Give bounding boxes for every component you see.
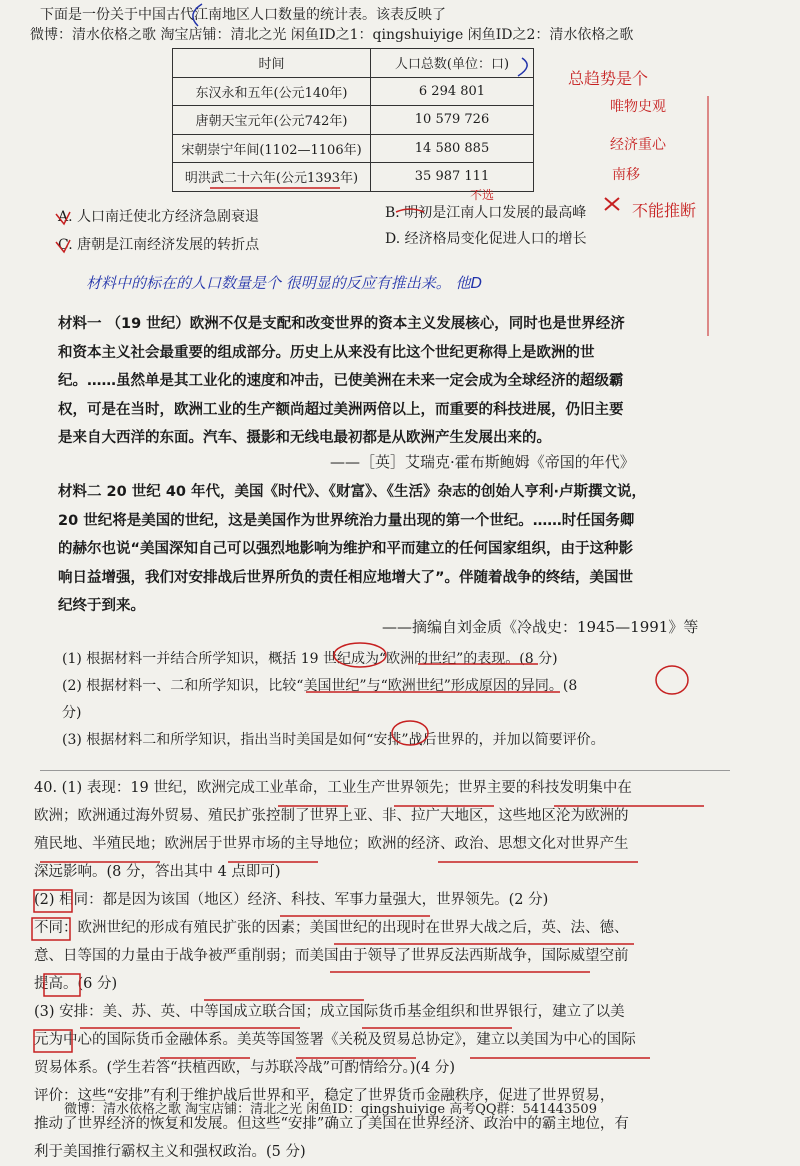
material-one-source: ——［英］艾瑞克·霍布斯鲍姆《帝国的年代》 xyxy=(330,453,635,471)
answer-line: 40. (1) 表现：19 世纪，欧洲完成工业革命，工业生产世界领先；世界主要的科技发明集中在 xyxy=(34,780,632,796)
answer-line: 元为中心的国际货币金融体系。美英等国签署《关税及贸易总协定》，建立以美国为中心的国际 xyxy=(34,1032,636,1048)
handwritten-note: 南移 xyxy=(612,167,640,183)
answer-line: 欧洲；欧洲通过海外贸易、殖民扩张控制了世界上亚、非、拉广大地区，这些地区沦为欧洲的 xyxy=(34,808,629,824)
handwritten-note: 不能推断 xyxy=(632,201,697,220)
question-2: (2) 根据材料一、二和所学知识，比较“美国世纪”与“欧洲世纪”形成原因的异同。(8 xyxy=(62,678,578,694)
answer-line: 提高。(6 分) xyxy=(34,976,118,992)
underline-mark xyxy=(330,944,634,972)
table-cell: 35 987 111 xyxy=(371,163,534,192)
underline-mark xyxy=(80,1000,512,1028)
table-header-population: 人口总数(单位：口) xyxy=(371,49,534,78)
option-d: D. 经济格局变化促进人口的增长 xyxy=(385,231,587,247)
circle-mark xyxy=(392,721,428,745)
handwritten-note: 经济重心 xyxy=(610,137,666,153)
box-mark xyxy=(34,890,72,912)
option-b: B. 明初是江南人口发展的最高峰 xyxy=(385,205,587,221)
table-cell: 宋朝崇宁年间(1102—1106年) xyxy=(173,134,371,163)
handwritten-blue-note: 材料中的标在的人口数量是个 很明显的反应有推出来。 他D xyxy=(86,274,483,292)
question-intro: 下面是一份关于中国古代江南地区人口数量的统计表。该表反映了 xyxy=(40,7,446,23)
question-1: (1) 根据材料一并结合所学知识，概括 19 世纪成为“欧洲的世纪”的表现。(8 分) xyxy=(62,651,558,667)
answer-line: 利于美国推行霸权主义和强权政治。(5 分) xyxy=(34,1144,306,1160)
answer-line: 评价：这些“安排”有利于维护战后世界和平，稳定了世界货币金融秩序，促进了世界贸易， xyxy=(34,1088,615,1104)
box-mark xyxy=(32,918,70,940)
table-cell: 东汉永和五年(公元140年) xyxy=(173,77,371,106)
answer-line: 殖民地、半殖民地；欧洲居于世界市场的主导地位；欧洲的经济、政治、思想文化对世界产生 xyxy=(34,836,629,852)
handwritten-note: 不选 xyxy=(470,188,495,202)
answer-line: 贸易体系。(学生若答“扶植西欧，与苏联冷战”可酌情给分。)(4 分) xyxy=(34,1060,456,1076)
question-2-cont: 分) xyxy=(62,705,82,721)
cross-mark xyxy=(605,198,619,210)
material-line: 材料二 20 世纪 40 年代，美国《时代》、《财富》、《生活》杂志的创始人亨利·卢斯撰文说， xyxy=(58,484,647,500)
material-two-source: ——摘编自刘金质《冷战史：1945—1991》等 xyxy=(382,618,699,636)
answer-line: 推动了世界经济的恢复和发展。但这些“安排”确立了美国在世界经济、政治中的霸主地位，有 xyxy=(34,1116,629,1132)
table-cell: 10 579 726 xyxy=(371,106,534,135)
material-line: 材料一 （19 世纪）欧洲不仅是支配和改变世界的资本主义发展核心，同时也是世界经济 xyxy=(58,316,625,332)
material-line: 的赫尔也说“美国深知自己可以强烈地影响为维护和平而建立的任何国家组织，由于这种影 xyxy=(58,541,634,557)
table-cell: 14 580 885 xyxy=(371,134,534,163)
box-mark xyxy=(44,974,80,996)
table-cell: 唐朝天宝元年(公元742年) xyxy=(173,106,371,135)
material-line: 和资本主义社会最重要的组成部分。历史上从来没有比这个世纪更称得上是欧洲的世 xyxy=(58,344,595,361)
answer-line: 深远影响。(8 分，答出其中 4 点即可) xyxy=(34,864,281,880)
circle-mark xyxy=(334,643,386,667)
check-mark xyxy=(56,240,70,252)
material-line: 纪终于到来。 xyxy=(58,598,145,614)
watermark-bottom: 微博：清水依格之歌 淘宝店铺：清北之光 闲鱼ID：qingshuiyige 高考QQ群：541443509 xyxy=(64,1102,597,1117)
blue-bracket-right xyxy=(518,58,527,76)
answer-line: (2) 相同：都是因为该国（地区）经济、科技、军事力量强大，世界领先。(2 分) xyxy=(34,892,549,908)
circle-mark xyxy=(656,666,688,694)
handwritten-note: 总趋势是个 xyxy=(568,69,649,88)
table-cell: 6 294 801 xyxy=(371,77,534,106)
answer-line: 不同：欧洲世纪的形成有殖民扩张的因素；美国世纪的出现时在世界大战之后，英、法、德、 xyxy=(34,920,629,936)
answer-line: (3) 安排：美、苏、英、中等国成立联合国；成立国际货币基金组织和世界银行，建立了以美 xyxy=(34,1004,625,1020)
material-line: 20 世纪将是美国的世纪，这是美国作为世界统治力量出现的第一个世纪。……时任国务卿 xyxy=(58,512,635,529)
material-line: 是来自大西洋的东面。汽车、摄影和无线电最初都是从欧洲产生发展出来的。 xyxy=(58,430,551,446)
box-mark xyxy=(34,1030,72,1052)
watermark-top: 微博：清水依格之歌 淘宝店铺：清北之光 闲鱼ID之1：qingshuiyige 闲鱼ID之2：清水依格之歌 xyxy=(30,27,634,43)
material-line: 权，可是在当时，欧洲工业的生产额尚超过美洲两倍以上，而重要的科技进展，仍旧主要 xyxy=(58,401,624,418)
table-header-time: 时间 xyxy=(173,49,371,78)
handwritten-note: 唯物史观 xyxy=(610,99,666,115)
circle-mark xyxy=(396,209,424,212)
blue-bracket-left xyxy=(193,4,202,26)
option-a: A. 人口南迁使北方经济急剧衰退 xyxy=(58,209,260,225)
question-3: (3) 根据材料二和所学知识，指出当时美国是如何“安排”战后世界的，并加以简要评价。 xyxy=(62,732,605,748)
material-line: 响日益增强，我们对安排战后世界所负的责任相应地增大了”。伴随着战争的终结，美国世 xyxy=(58,569,634,586)
answer-line: 意、日等国的力量由于战争被严重削弱；而美国由于领导了世界反法西斯战争，国际威望空前 xyxy=(34,948,629,964)
material-line: 纪。……虽然单是其工业化的速度和冲击，已使美洲在未来一定会成为全球经济的超级霸 xyxy=(58,373,624,389)
option-c: C. 唐朝是江南经济发展的转折点 xyxy=(58,237,260,253)
check-mark xyxy=(56,212,70,224)
table-cell: 明洪武二十六年(公元1393年) xyxy=(173,163,371,192)
